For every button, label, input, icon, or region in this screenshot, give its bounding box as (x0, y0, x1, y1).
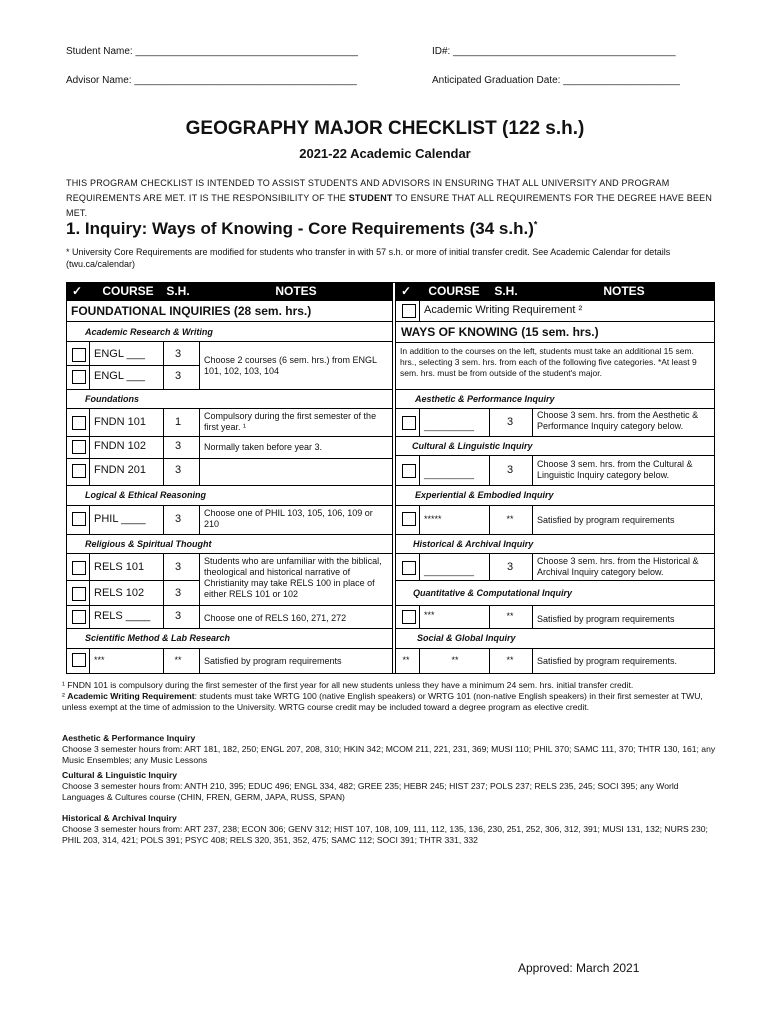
category-cultural: Cultural & Linguistic Inquiry (412, 441, 533, 451)
category-historical: Historical & Archival Inquiry (413, 539, 534, 549)
category-quantitative: Quantitative & Computational Inquiry (413, 588, 573, 598)
list-heading: Historical & Archival Inquiry (62, 813, 177, 823)
page-title: GEOGRAPHY MAJOR CHECKLIST (122 s.h.) (185, 118, 585, 139)
historical-checkbox[interactable] (402, 561, 416, 575)
row-divider (395, 342, 714, 343)
row-divider (67, 605, 392, 606)
phil-note: Choose one of PHIL 103, 105, 106, 109 or 210 (204, 508, 373, 529)
col-divider (489, 648, 490, 673)
cultural-checkbox[interactable] (402, 464, 416, 478)
fndn-201-course: FNDN 201 (94, 464, 146, 476)
row-divider (67, 534, 392, 535)
category-academic-research: Academic Research & Writing (85, 327, 213, 337)
sci-course: *** (94, 655, 105, 665)
col-divider (89, 341, 90, 389)
rels-note: Students who are unfamiliar with the biblical, theological and historical narrative of Christianity may take RELS 100 in place of either RELS 101 or 102 (204, 556, 382, 599)
col-divider (199, 553, 200, 628)
center-divider (395, 301, 396, 673)
fndn-201-sh: 3 (174, 464, 182, 476)
student-name-field[interactable]: Student Name: ________________________________________ (66, 46, 358, 57)
col-divider (532, 605, 533, 628)
course-column-header: COURSE (102, 284, 154, 298)
phil-course: PHIL ____ (94, 513, 146, 525)
check-column-header: ✓ (400, 284, 412, 298)
list-aesthetic (62, 733, 722, 766)
category-experiential: Experiential & Embodied Inquiry (415, 490, 554, 500)
fndn-101-checkbox[interactable] (72, 416, 86, 430)
col-divider (419, 301, 420, 321)
row-divider (395, 408, 714, 409)
quantitative-course: *** (424, 610, 435, 620)
col-divider (199, 408, 200, 485)
col-divider (163, 553, 164, 628)
col-divider (199, 648, 200, 673)
engl-2-course: ENGL ___ (94, 370, 145, 382)
academic-writing-checkbox[interactable] (402, 304, 416, 318)
col-divider (199, 505, 200, 534)
col-divider (489, 505, 490, 534)
center-divider (392, 283, 393, 673)
row-divider (67, 505, 392, 506)
col-divider (89, 505, 90, 534)
fndn-102-sh: 3 (174, 440, 182, 452)
engl-note: Choose 2 courses (6 sem. hrs.) from ENGL 101, 102, 103, 104 (204, 355, 377, 376)
row-divider (395, 436, 714, 437)
phil-sh: 3 (174, 513, 182, 525)
category-religious: Religious & Spiritual Thought (85, 539, 212, 549)
col-divider (419, 553, 420, 580)
col-divider (419, 605, 420, 628)
row-divider (67, 341, 392, 342)
list-text: Choose 3 semester hours from: ANTH 210, 395; EDUC 496; ENGL 334, 482; GREE 235; HEBR 245; HIST 237; POLS 237; RELS 235, 245; SOCI 395; any World Languages & Cultures course (CHIN, FREN, GERM, JAPA, RUSS, SPAN) (62, 781, 679, 802)
row-divider (67, 365, 199, 366)
advisor-name-field[interactable]: Advisor Name: ________________________________________ (66, 75, 357, 86)
sh-column-header: S.H. (494, 284, 518, 298)
category-social-global: Social & Global Inquiry (417, 633, 516, 643)
aesthetic-sh: 3 (506, 416, 514, 428)
category-aesthetic: Aesthetic & Performance Inquiry (415, 394, 555, 404)
student-id-field[interactable]: ID#: ________________________________________ (432, 46, 676, 57)
row-divider (395, 648, 714, 649)
academic-writing-requirement: Academic Writing Requirement ² (424, 304, 583, 316)
col-divider (532, 648, 533, 673)
course-column-header: COURSE (428, 284, 480, 298)
sci-note: Satisfied by program requirements (204, 656, 342, 666)
col-divider (89, 408, 90, 485)
col-divider (163, 408, 164, 485)
col-divider (163, 341, 164, 389)
engl-1-course: ENGL ___ (94, 348, 145, 360)
cultural-sh: 3 (506, 464, 514, 476)
col-divider (419, 455, 420, 485)
section-note: * University Core Requirements are modified for students who transfer in with 57 s.h. or more of initial transfer credit. See Academic Calendar for details (twu.ca/calendar) (66, 247, 671, 269)
rels-elective-note: Choose one of RELS 160, 271, 272 (204, 613, 347, 623)
list-cultural (62, 770, 722, 803)
row-divider (395, 605, 714, 606)
sh-column-header: S.H. (166, 284, 190, 298)
list-historical (62, 813, 722, 846)
engl-2-checkbox[interactable] (72, 370, 86, 384)
check-column-header: ✓ (71, 284, 83, 298)
row-divider (67, 648, 392, 649)
footnote-2: ² Academic Writing Requirement: students must take WRTG 100 (native English speakers) or WRTG 101 (non-native English speakers) in their first semester at TWU, unless exempt at the time of admission to the University. WRTG course credit may be included toward a degree program as elective credit. (62, 691, 703, 712)
fndn-101-note: Compulsory during the first semester of the first year. ¹ (204, 411, 377, 432)
social-sh: ** (506, 655, 514, 665)
col-divider (89, 648, 90, 673)
rels-101-checkbox[interactable] (72, 561, 86, 575)
fndn-102-course: FNDN 102 (94, 440, 146, 452)
rels-102-checkbox[interactable] (72, 587, 86, 601)
col-divider (489, 605, 490, 628)
list-heading: Cultural & Linguistic Inquiry (62, 770, 178, 780)
list-text: Choose 3 semester hours from: ART 237, 238; ECON 306; GENV 312; HIST 107, 108, 109, 111, 112, 135, 136, 230, 251, 252, 306, 312, 391; MUSI 131, 132; NURS 230; PHIL 203, 314, 421; POLS 391; PSYC 408; RELS 320, 351, 352, 475; SAMC 112; SOCI 391; THTR 331, 332 (62, 824, 708, 845)
fndn-102-checkbox[interactable] (72, 440, 86, 454)
row-divider (395, 628, 714, 629)
quantitative-note: Satisfied by program requirements (537, 614, 675, 624)
rels-101-sh: 3 (174, 561, 182, 573)
quantitative-checkbox[interactable] (402, 610, 416, 624)
col-divider (89, 553, 90, 628)
fndn-201-checkbox[interactable] (72, 464, 86, 478)
experiential-checkbox[interactable] (402, 512, 416, 526)
rels-101-course: RELS 101 (94, 561, 145, 573)
historical-course[interactable]: __________ (424, 566, 475, 576)
col-divider (419, 408, 420, 436)
notes-column-header: NOTES (603, 284, 645, 298)
col-divider (163, 648, 164, 673)
row-divider (67, 580, 199, 581)
section-title: 1. Inquiry: Ways of Knowing - Core Requirements (34 s.h.)* (66, 219, 538, 238)
category-scientific: Scientific Method & Lab Research (85, 633, 231, 643)
row-divider (67, 321, 392, 322)
footnote-1: ¹ FNDN 101 is compulsory during the first semester of the first year for all new students unless they have a minimum 24 sem. hrs. initial transfer credit. (62, 680, 634, 690)
historical-sh: 3 (506, 561, 514, 573)
experiential-note: Satisfied by program requirements (537, 515, 675, 525)
engl-2-sh: 3 (174, 370, 182, 382)
approved-date: Approved: March 2021 (518, 961, 640, 975)
phil-checkbox[interactable] (72, 512, 86, 526)
aesthetic-note: Choose 3 sem. hrs. from the Aesthetic & Performance Inquiry category below. (537, 410, 699, 431)
col-divider (532, 505, 533, 534)
row-divider (395, 389, 714, 390)
ways-of-knowing-heading: WAYS OF KNOWING (15 sem. hrs.) (401, 325, 599, 339)
col-divider (419, 505, 420, 534)
aesthetic-checkbox[interactable] (402, 416, 416, 430)
rels-elective-sh: 3 (174, 610, 182, 622)
row-divider (395, 534, 714, 535)
col-divider (199, 341, 200, 389)
category-foundations: Foundations (85, 394, 139, 404)
ways-of-knowing-note: In addition to the courses on the left, students must take an additional 15 sem. hrs., selecting 3 sem. hrs. from each of the following five categories. *At least 9 sem. hrs. must be from outside of the student's major. (400, 346, 697, 378)
engl-1-sh: 3 (174, 348, 182, 360)
rels-102-course: RELS 102 (94, 587, 145, 599)
fndn-101-course: FNDN 101 (94, 416, 146, 428)
col-divider (163, 505, 164, 534)
row-divider (67, 408, 392, 409)
rels-102-sh: 3 (174, 587, 182, 599)
row-divider (67, 553, 392, 554)
sci-checkbox[interactable] (72, 653, 86, 667)
graduation-date-field[interactable]: Anticipated Graduation Date: _____________________ (432, 75, 680, 86)
page-subtitle: 2021-22 Academic Calendar (299, 146, 471, 161)
row-divider (395, 455, 714, 456)
col-divider (489, 408, 490, 436)
aesthetic-course[interactable]: __________ (424, 421, 475, 431)
row-divider (67, 389, 392, 390)
rels-elective-checkbox[interactable] (72, 610, 86, 624)
experiential-course: ***** (424, 514, 442, 524)
engl-1-checkbox[interactable] (72, 348, 86, 362)
foundational-inquiries-heading: FOUNDATIONAL INQUIRIES (28 sem. hrs.) (71, 304, 312, 318)
social-note: Satisfied by program requirements. (537, 656, 678, 666)
list-heading: Aesthetic & Performance Inquiry (62, 733, 196, 743)
table-header-right (395, 283, 714, 301)
col-divider (532, 408, 533, 436)
quantitative-sh: ** (506, 611, 514, 621)
fndn-101-sh: 1 (174, 416, 182, 428)
row-divider (395, 485, 714, 486)
sci-sh: ** (174, 655, 182, 665)
fndn-102-note: Normally taken before year 3. (204, 442, 323, 452)
social-course: ** (451, 655, 459, 665)
row-divider (395, 553, 714, 554)
col-divider (489, 455, 490, 485)
row-divider (395, 580, 714, 581)
requirements-table (66, 282, 715, 674)
table-header-left (67, 283, 392, 301)
row-divider (395, 321, 714, 322)
row-divider (67, 485, 392, 486)
col-divider (419, 648, 420, 673)
col-divider (532, 553, 533, 580)
cultural-course[interactable]: __________ (424, 469, 475, 479)
intro-paragraph: THIS PROGRAM CHECKLIST IS INTENDED TO ASSIST STUDENTS AND ADVISORS IN ENSURING THAT ALL UNIVERSITY AND PROGRAM REQUIREMENTS ARE MET. IT IS THE RESPONSIBILITY OF THE STUDENT TO ENSURE THAT ALL REQUIREMENTS FOR THE DEGREE HAVE BEEN MET. (66, 178, 713, 218)
row-divider (67, 436, 392, 437)
notes-column-header: NOTES (275, 284, 317, 298)
row-divider (67, 458, 392, 459)
col-divider (532, 455, 533, 485)
list-text: Choose 3 semester hours from: ART 181, 182, 250; ENGL 207, 208, 310; HKIN 342; MCOM 211, 221, 231, 369; MUSI 110; PHIL 370; SAMC 111, 370; THTR 130, 161; any Music Ensembles; any Music Lessons (62, 744, 716, 765)
col-divider (489, 553, 490, 580)
historical-note: Choose 3 sem. hrs. from the Historical & Archival Inquiry category below. (537, 556, 699, 577)
category-logical-ethical: Logical & Ethical Reasoning (85, 490, 207, 500)
row-divider (395, 505, 714, 506)
row-divider (67, 628, 392, 629)
rels-elective-course: RELS ____ (94, 610, 151, 622)
cultural-note: Choose 3 sem. hrs. from the Cultural & Linguistic Inquiry category below. (537, 459, 693, 480)
social-check: ** (402, 655, 410, 665)
experiential-sh: ** (506, 514, 514, 524)
